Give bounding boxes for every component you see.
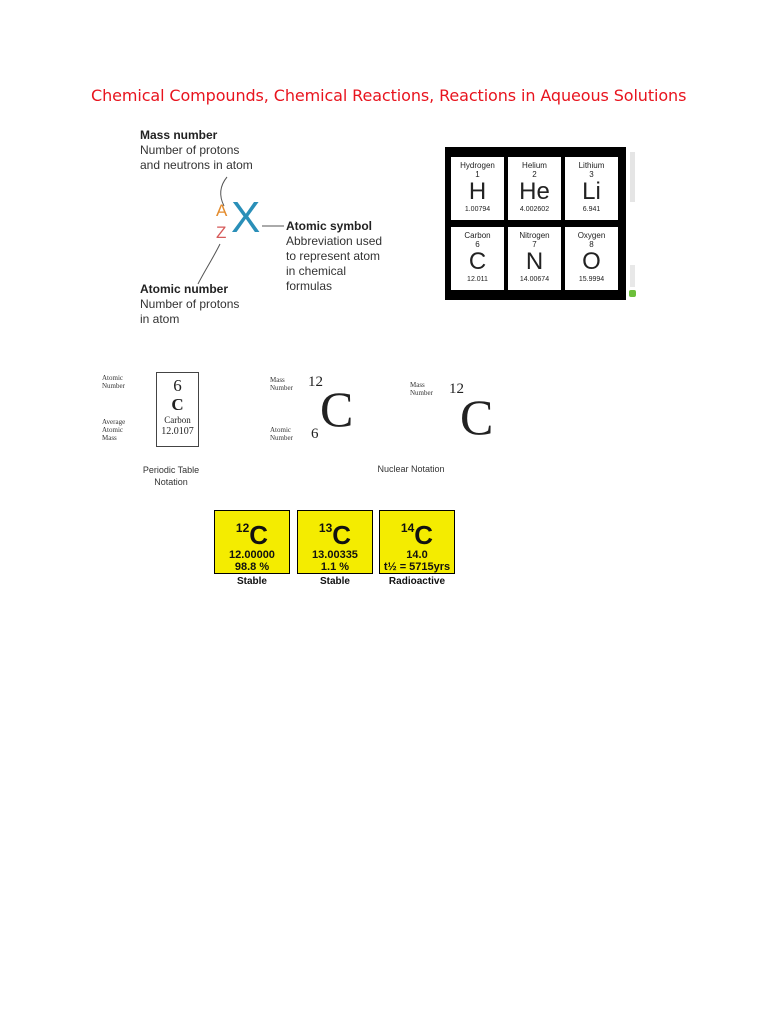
isotope-mass-number: 14 <box>400 521 415 535</box>
element-tile <box>508 227 561 290</box>
pt-caption-line-1: Periodic Table <box>142 465 200 475</box>
element-symbol: H <box>468 178 487 205</box>
atomic-symbol-desc-4: formulas <box>286 279 333 293</box>
atomic-number-desc-1: Number of protons <box>140 297 240 311</box>
pt-element-name: Carbon <box>164 415 191 425</box>
nn2-mass-label-1: Mass <box>410 381 425 389</box>
element-symbol: He <box>519 178 550 205</box>
element-mass: 12.011 <box>467 276 488 283</box>
carbon-isotopes-figure <box>214 510 458 590</box>
isotope-symbol: C <box>414 520 434 550</box>
isotope-symbol: C <box>249 520 269 550</box>
element-name: Hydrogen <box>460 161 495 170</box>
pt-atomic-number-label-1: Atomic <box>102 374 123 382</box>
isotope-line-1: 12.00000 <box>229 549 275 561</box>
element-symbol: C <box>468 248 487 275</box>
nn-mass-label-1: Mass <box>270 376 285 384</box>
element-name: Helium <box>522 161 547 170</box>
isotope-label: Radioactive <box>388 576 446 587</box>
element-tile <box>451 227 504 290</box>
element-number: 7 <box>532 240 537 249</box>
isotope-line-2: 1.1 % <box>320 561 350 573</box>
isotope-mass-number: 13 <box>318 521 333 535</box>
isotope-tile <box>379 510 455 574</box>
mass-number-heading: Mass number <box>140 128 218 142</box>
isotope-label: Stable <box>319 576 350 587</box>
element-name: Oxygen <box>577 231 606 240</box>
pt-symbol: C <box>171 395 184 414</box>
atomic-symbol-letter: X <box>231 193 261 242</box>
pt-atomic-number-label-2: Number <box>102 382 125 390</box>
atomic-number-desc-2: in atom <box>140 312 180 326</box>
isotope-line-1: 13.00335 <box>312 549 358 561</box>
isotope-line-2: t½ = 5715yrs <box>383 561 451 573</box>
pt-average-mass-label-3: Mass <box>102 434 117 442</box>
isotope-label: Stable <box>236 576 267 587</box>
pt-caption-line-2: Notation <box>154 477 188 487</box>
element-symbol: Li <box>582 178 601 205</box>
element-number: 6 <box>475 240 480 249</box>
atomic-number-heading: Atomic number <box>140 282 229 296</box>
nn-mass-number: 12 <box>308 374 323 390</box>
atomic-symbol-desc-3: in chemical <box>286 264 347 278</box>
nn-symbol: C <box>320 381 354 437</box>
pt-atomic-mass: 12.0107 <box>161 426 194 437</box>
element-symbol: N <box>525 248 544 275</box>
carbon-periodic-box <box>156 372 199 447</box>
nn-atomic-label-1: Atomic <box>270 426 291 434</box>
element-tile <box>565 227 618 290</box>
isotope-tile <box>214 510 290 574</box>
isotope-tile <box>297 510 373 574</box>
pt-atomic-number: 6 <box>173 376 182 395</box>
pt-caption <box>116 464 226 488</box>
isotope-line-2: 98.8 % <box>234 561 270 573</box>
element-number: 3 <box>589 170 594 179</box>
element-mass: 6.941 <box>582 206 601 213</box>
nn-atomic-label-2: Number <box>270 434 293 442</box>
carbon-notation-figure <box>96 368 506 488</box>
nn2-mass-number: 12 <box>449 381 464 397</box>
atomic-number-letter: Z <box>216 223 227 242</box>
element-tile <box>565 157 618 220</box>
mass-number-letter: A <box>216 201 228 220</box>
element-mass: 15.9994 <box>578 276 605 283</box>
element-tile <box>508 157 561 220</box>
isotope-mass-number: 12 <box>235 521 250 535</box>
atomic-symbol-desc-1: Abbreviation used <box>286 234 383 248</box>
nuclide-notation-diagram <box>132 122 402 332</box>
watermark-strip <box>626 147 641 300</box>
element-number: 2 <box>532 170 537 179</box>
element-name: Lithium <box>578 161 605 170</box>
page-title: Chemical Compounds, Chemical Reactions, Reactions in Aqueous Solutions <box>91 86 687 105</box>
nn-atomic-number: 6 <box>311 426 319 442</box>
pt-average-mass-label-1: Average <box>102 418 126 426</box>
nn-caption: Nuclear Notation <box>377 464 445 474</box>
mass-number-desc-1: Number of protons <box>140 143 240 157</box>
atomic-symbol-desc-2: to represent atom <box>286 249 381 263</box>
mass-number-desc-2: and neutrons in atom <box>140 158 253 172</box>
element-number: 8 <box>589 240 594 249</box>
element-symbol: O <box>582 248 601 275</box>
element-name: Carbon <box>464 231 491 240</box>
nn2-symbol: C <box>460 389 494 445</box>
element-number: 1 <box>475 170 480 179</box>
element-tile <box>451 157 504 220</box>
element-name: Nitrogen <box>519 231 550 240</box>
nn2-mass-label-2: Number <box>410 389 433 397</box>
element-mass: 4.002602 <box>519 206 550 213</box>
element-tiles-grid <box>445 147 641 300</box>
nn-mass-label-2: Number <box>270 384 293 392</box>
pt-average-mass-label-2: Atomic <box>102 426 123 434</box>
isotope-line-1: 14.0 <box>406 549 428 561</box>
element-mass: 14.00674 <box>519 276 550 283</box>
isotope-symbol: C <box>332 520 352 550</box>
atomic-symbol-heading: Atomic symbol <box>286 219 373 233</box>
element-mass: 1.00794 <box>464 206 491 213</box>
